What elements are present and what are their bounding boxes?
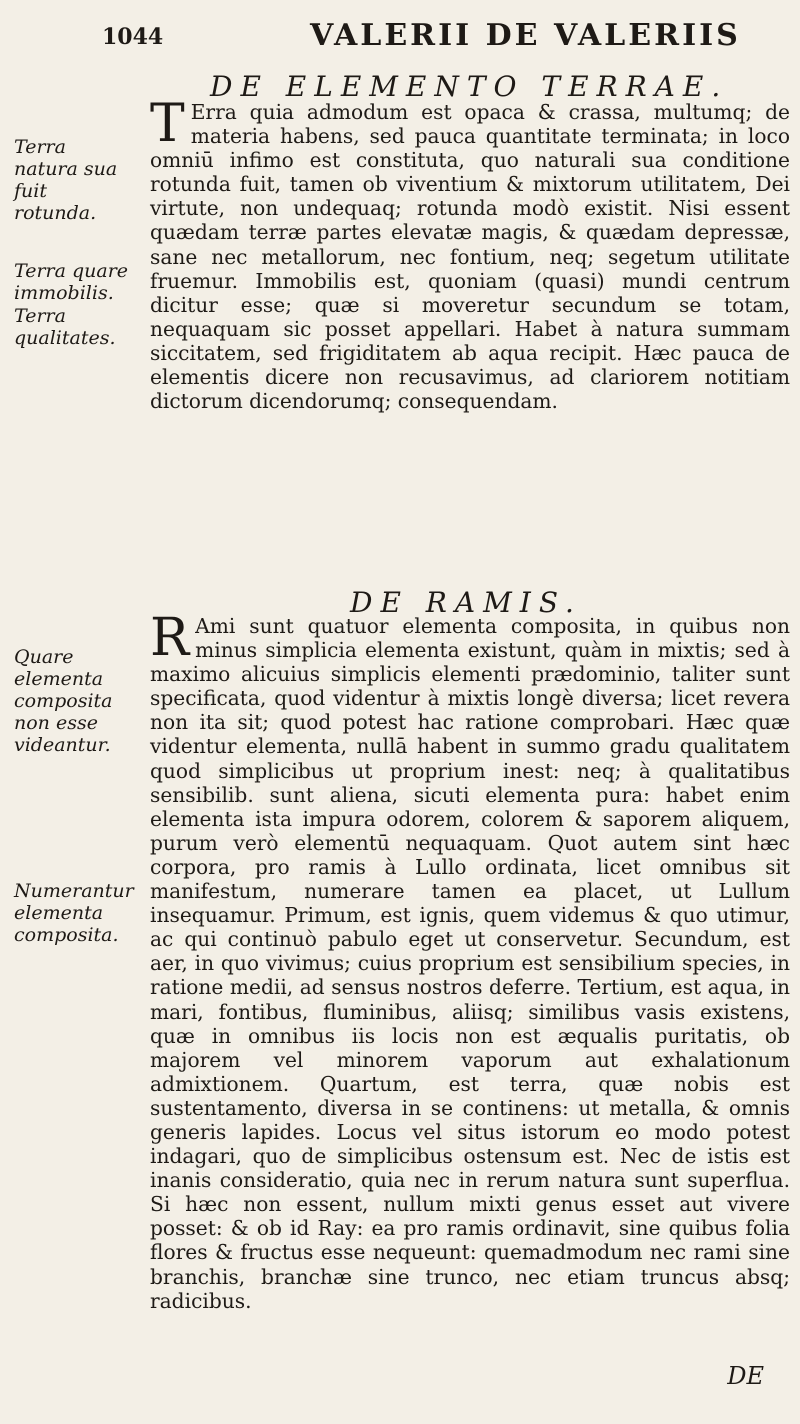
- margin-note-rotunda: Terra natura sua fuit rotunda.: [14, 136, 118, 224]
- paragraph-ramis-text: Ami sunt quatuor elementa composita, in quibus non minus simplicia elementa existunt, quàm in mixtis; sed à maximo alicuius simplicis elementi prædominio, taliter sunt specificata, quod videntur à mixtis longè diversa; licet revera non ita sit; quod potest hac ratione comprobari. Hæc quæ videntur elementa, nullā habent in summo gradu qualitatem quod simplicibus ut proprium inest: neq; à qualitatibus sensibilib. sunt aliena, sicuti elementa pura: habet enim elementa ista impura odorem, colorem & saporem aliquem, purum verò elementū nequaquam. Quot autem sint hæc corpora, pro ramis à Lullo ordinata, licet omnibus sit manifestum, numerare tamen ea placet, ut Lullum insequamur. Primum, est ignis, quem videmus & quo utimur, ac qui continuò pabulo eget ut conservetur. Secundum, est aer, in quo vivimus; cuius proprium est sensibilium species, in ratione medii, ad sensus nostros deferre. Tertium, est aqua, in mari, fontibus, fluminibus, aliisq; similibus vasis existens, quæ in omnibus iis locis non est æqualis puritatis, ob majorem vel minorem vaporum aut exhalationum admixtionem. Quartum, est terra, quæ nobis est sustentamento, diversa in se continens: ut metalla, & omnis generis lapides. Locus vel situs istorum eo modo potest indagari, quo de simplicibus ostensum est. Nec de istis est inanis consideratio, quia nec in rerum natura sunt superflua. Si hæc non essent, nullum mixti genus esset aut vivere posset: & ob id Ray: ea pro ramis ordinavit, sine quibus folia flores & fructus esse nequeunt: quemadmodum nec rami sine branchis, branchæ sine trunco, nec etiam truncus absq; radicibus.: [150, 614, 790, 1313]
- dropcap-t: T: [150, 94, 185, 154]
- running-head: [0, 18, 800, 58]
- page-number: 1044: [102, 24, 164, 50]
- margin-note-qualitates: Terra qualitates.: [14, 305, 116, 349]
- paragraph-terra-text: Erra quia admodum est opaca & crassa, multumq; de materia habens, sed pauca quantitate terminata; in loco omniū infimo est constituta, quo naturali sua conditione rotunda fuit, tamen ob viventium & mixtorum utilitatem, Dei virtute, non undequaq; rotunda modò existit. Nisi essent quædam terræ partes elevatæ magis, & quædam depressæ, sane nec metallorum, nec fontium, neq; segetum utilitate fruemur. Immobilis est, quoniam (quasi) mundi centrum dicitur esse; quæ si moveretur secundum se totam, nequaquam sic posset appellari. Habet à natura summam siccitatem, sed frigiditatem ab aqua recipit. Hæc pauca de elementis dicere non recusavimus, ad clariorem notitiam dictorum dicendorumq; consequendam.: [150, 100, 790, 414]
- paragraph-ramis: [150, 608, 790, 1313]
- catchword: DE: [727, 1362, 764, 1390]
- dropcap-r: R: [150, 608, 190, 668]
- section-title-ramis: DE RAMIS.: [350, 586, 582, 619]
- section-title-terra: DE ELEMENTO TERRAE.: [210, 70, 729, 103]
- running-title: VALERII DE VALERIIS: [310, 18, 741, 53]
- margin-note-numerantur: Numerantur elementa composita.: [14, 880, 134, 946]
- margin-note-composita: Quare elementa composita non esse videantur.: [14, 646, 113, 756]
- margin-note-immobilis: Terra quare immobilis.: [14, 260, 129, 304]
- paragraph-terra: [150, 94, 790, 414]
